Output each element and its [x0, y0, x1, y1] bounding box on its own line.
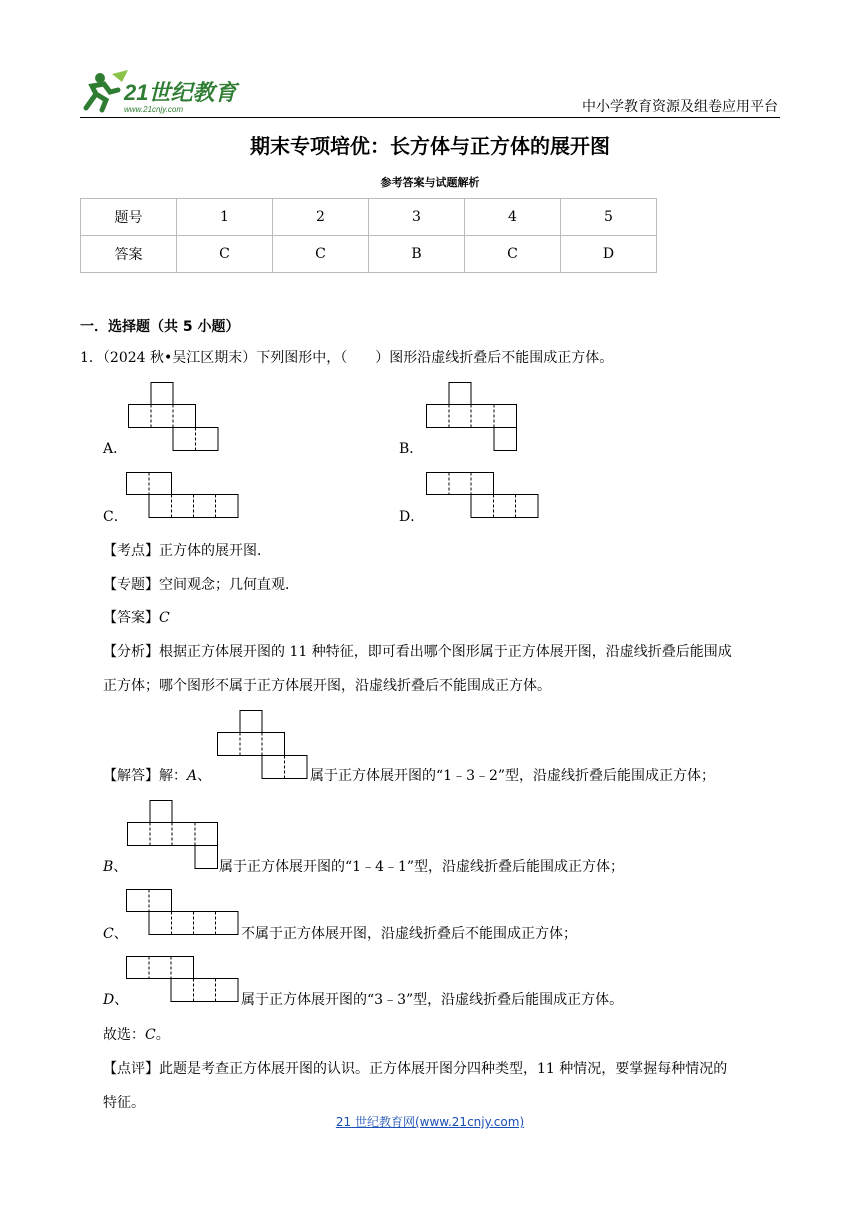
table-row	[81, 199, 657, 236]
platform-name: 中小学教育资源及组卷应用平台	[582, 99, 778, 115]
table-cell: 3	[369, 199, 465, 236]
page-subtitle: 参考答案与试题解析	[380, 176, 480, 189]
answer-table	[80, 198, 657, 273]
table-cell: B	[369, 236, 465, 273]
table-cell: 答案	[81, 236, 177, 273]
b-label: B	[103, 859, 114, 875]
header-divider	[80, 117, 780, 118]
table-cell: C	[465, 236, 561, 273]
table-cell: 1	[177, 199, 273, 236]
question-stem: 1．（2024 秋•吴江区期末）下列图形中，（ ）图形沿虚线折叠后不能围成正方体。	[80, 350, 614, 366]
solution-d-line	[103, 990, 128, 1010]
solution-a-line	[103, 766, 211, 786]
answer-line	[103, 608, 170, 628]
option-a-label: A．	[103, 441, 128, 457]
net-figure-solution-b	[127, 800, 219, 874]
option-b-label: B．	[399, 441, 424, 457]
d-label: D	[103, 992, 115, 1008]
conclusion-prefix: 故选：	[103, 1027, 145, 1043]
comment-line-2: 特征。	[103, 1095, 145, 1111]
net-figure-c	[126, 472, 240, 524]
separator: 、	[197, 768, 212, 784]
zhuanti: 【专题】空间观念；几何直观．	[103, 577, 299, 593]
conclusion	[103, 1025, 170, 1045]
separator: 、	[114, 992, 129, 1008]
net-figure-b	[426, 382, 518, 456]
svg-text:21世纪教育: 21世纪教育	[124, 80, 237, 105]
table-row	[81, 236, 657, 273]
section-title: 一．选择题（共 5 小题）	[80, 319, 240, 335]
answer-label: 【答案】	[103, 610, 159, 626]
solution-b-text: 属于正方体展开图的“1﹣4﹣1”型，沿虚线折叠后能围成正方体；	[219, 859, 625, 875]
option-d-label: D．	[399, 509, 425, 525]
page-title: 期末专项培优：长方体与正方体的展开图	[250, 134, 610, 158]
net-figure-solution-d	[126, 956, 240, 1008]
net-figure-solution-c	[126, 889, 240, 941]
analysis-line-2: 正方体；哪个图形不属于正方体展开图，沿虚线折叠后不能围成正方体。	[103, 678, 551, 694]
solution-d-text: 属于正方体展开图的“3﹣3”型，沿虚线折叠后能围成正方体。	[241, 992, 624, 1008]
option-c-label: C．	[103, 509, 128, 525]
c-label: C	[103, 926, 114, 942]
jieda-prefix: 【解答】解：	[103, 768, 187, 784]
runner-logo-icon	[78, 68, 248, 118]
answer-value: C	[159, 610, 170, 626]
solution-a-text: 属于正方体展开图的“1﹣3﹣2”型，沿虚线折叠后能围成正方体；	[310, 768, 716, 784]
conclusion-suffix: 。	[155, 1027, 170, 1043]
table-cell: 4	[465, 199, 561, 236]
solution-c-text: 不属于正方体展开图，沿虚线折叠后不能围成正方体；	[241, 926, 577, 942]
solution-c-line	[103, 924, 128, 944]
analysis-line-1: 【分析】根据正方体展开图的 11 种特征，即可看出哪个图形属于正方体展开图，沿虚线折叠后能围成	[103, 644, 732, 660]
net-figure-d	[426, 472, 540, 524]
a-label: A	[187, 768, 198, 784]
table-cell: C	[177, 236, 273, 273]
table-cell: 2	[273, 199, 369, 236]
kaodian: 【考点】正方体的展开图．	[103, 543, 271, 559]
table-cell: 题号	[81, 199, 177, 236]
conclusion-value: C	[145, 1027, 156, 1043]
svg-text:www.21cnjy.com: www.21cnjy.com	[124, 105, 183, 114]
net-figure-solution-a	[217, 710, 309, 784]
separator: 、	[113, 859, 128, 875]
net-figure-a	[128, 382, 220, 456]
separator: 、	[113, 926, 128, 942]
table-cell: D	[561, 236, 657, 273]
table-cell: C	[273, 236, 369, 273]
footer-link[interactable]: 21 世纪教育网(www.21cnjy.com)	[335, 1115, 525, 1129]
logo	[78, 68, 248, 118]
comment-line-1: 【点评】此题是考查正方体展开图的认识。正方体展开图分四种类型，11 种情况，要掌握每种情况的	[103, 1061, 728, 1077]
table-cell: 5	[561, 199, 657, 236]
solution-b-line	[103, 857, 127, 877]
